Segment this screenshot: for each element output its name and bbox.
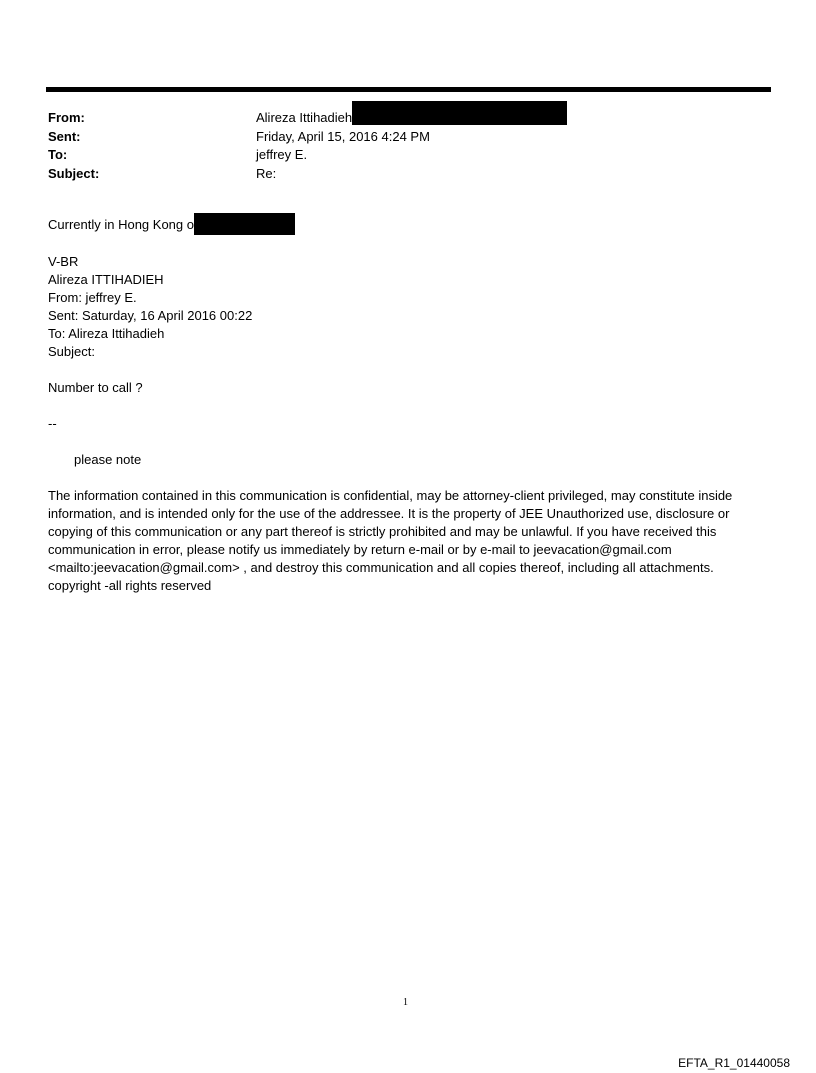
quoted-sent: Sent: Saturday, 16 April 2016 00:22 bbox=[48, 308, 253, 323]
email-body bbox=[48, 216, 758, 595]
redaction-box bbox=[194, 213, 295, 235]
from-name: Alireza Ittihadieh bbox=[256, 110, 353, 125]
signature-line: V-BR bbox=[48, 254, 79, 269]
please-note: please note bbox=[74, 452, 142, 467]
body-line-location bbox=[48, 216, 758, 235]
from-label: From: bbox=[48, 110, 85, 125]
location-text: Currently in Hong Kong o bbox=[48, 217, 194, 232]
subject-value: Re: bbox=[256, 165, 277, 181]
to-label: To: bbox=[48, 147, 68, 162]
dash-separator: -- bbox=[48, 416, 57, 431]
disclaimer-paragraph: The information contained in this communication is confidential, may be attorney-client privileged, may constitute inside information, and is intended only for the use of the addressee. It is the property of JEE Unauthorized use, disclosure or copying of this communication or any part thereof is strictly prohibited and may be unlawful. If you have received this communication in error, please notify us immediately by return e-mail or by e-mail to jeevacation@gmail.com <mailto:jeevacation@gmail.com> , and destroy this communication and all copies thereof, including all attachments. copyright -all rights reserved bbox=[48, 488, 733, 593]
from-value bbox=[256, 109, 567, 128]
sent-label: Sent: bbox=[48, 128, 81, 144]
redaction-box bbox=[352, 101, 567, 125]
header-rule bbox=[46, 87, 771, 92]
question-line: Number to call ? bbox=[48, 380, 143, 395]
document-id: EFTA_R1_01440058 bbox=[678, 1056, 790, 1070]
quoted-subject: Subject: bbox=[48, 344, 95, 359]
to-value: jeffrey E. bbox=[256, 147, 308, 162]
signature-name: Alireza ITTIHADIEH bbox=[48, 272, 164, 287]
quoted-to: To: Alireza Ittihadieh bbox=[48, 326, 165, 341]
page-number: 1 bbox=[403, 997, 408, 1008]
sent-value: Friday, April 15, 2016 4:24 PM bbox=[256, 128, 430, 144]
quoted-from: From: jeffrey E. bbox=[48, 290, 137, 305]
subject-label: Subject: bbox=[48, 165, 100, 181]
